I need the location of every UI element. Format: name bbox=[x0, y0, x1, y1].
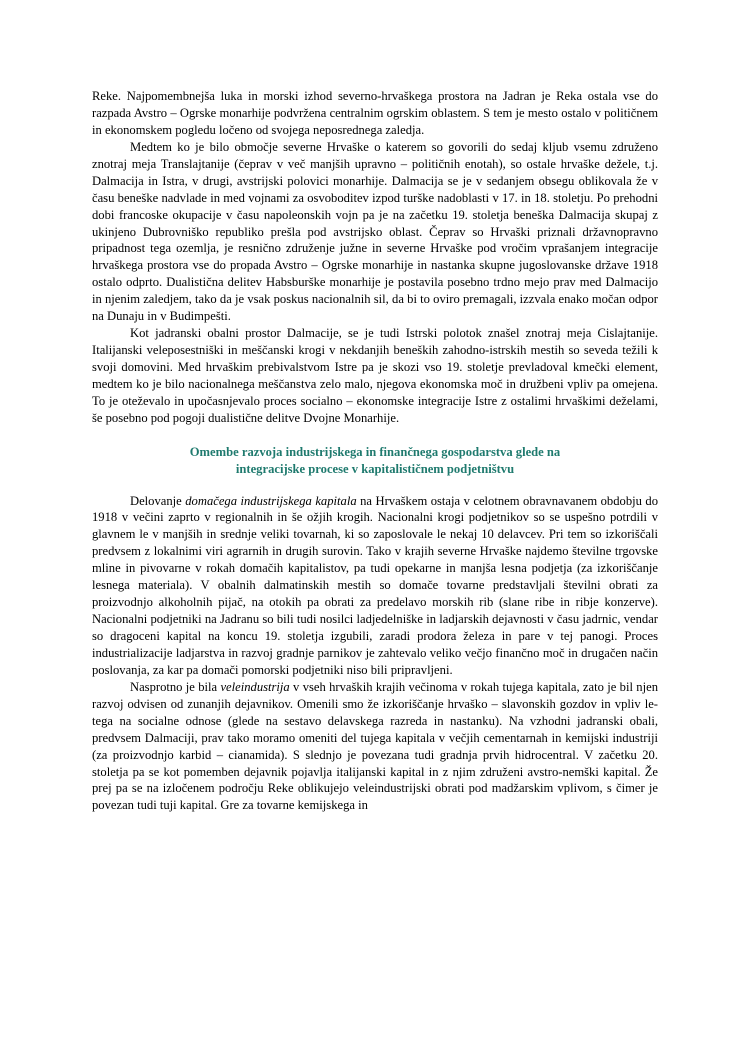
paragraph-5 bbox=[92, 679, 658, 815]
section-heading-line-1: Omembe razvoja industrijskega in finančnega gospodarstva glede na bbox=[189, 444, 561, 459]
paragraph-2: Medtem ko je bilo območje severne Hrvaške o katerem so govorili do sedaj kljub vsemu združeno znotraj meja Translajtanije (čeprav v več manjših upravno – političnih enotah), so ostale hrvaške dežele, t.j. Dalmacija in Istra, v drugi, avstrijski polovici monarhije. Dalmacija se je v sedanjem obsegu oblikovala že v času beneške nadvlade in med vojnami za osvoboditev izpod turške nadoblasti v 17. in 18. stoletju. Po prehodni dobi francoske okupacije v času napoleonskih vojn pa je na začetku 19. stoletja beneška Dalmacija skupaj z ukinjeno Dubrovniško republiko prešla pod avstrijsko oblast. Čeprav so Hrvaški priznali državnopravno pripadnost tega ozemlja, je resnično združenje južne in severne Hrvaške pod vročim vprašanjem integracije hrvaškega prostora vse do propada Avstro – Ogrske monarhije in nastanka skupne jugoslovanske države 1918 ostalo odprto. Dualistična delitev Habsburške monarhije je postavila posebno trdno mejo prav med Dalmacijo in njenim zaledjem, tako da je vsak poskus nacionalnih sil, da bi to oviro premagali, izzvala enako močan odpor na Dunaju in v Budimpešti. bbox=[92, 139, 658, 324]
paragraph-1: Reke. Najpomembnejša luka in morski izhod severno-hrvaškega prostora na Jadran je Reka ostala vse do razpada Avstro – Ogrske monarhije podvržena centralnim ogrskim oblastem. S tem je mesto ostalo v političnem in ekonomskem pogledu ločeno od svojega neposrednega zaledja. bbox=[92, 89, 658, 137]
paragraph-4-text-1: Delovanje bbox=[130, 493, 186, 508]
paragraph-4 bbox=[92, 493, 658, 679]
paragraph-3: Kot jadranski obalni prostor Dalmacije, se je tudi Istrski polotok znašel znotraj meja Cislajtanije. Italijanski veleposestniški in meščanski krogi v nekdanjih beneških zahodno-istrskih mestih so seveda težili k svoji domovini. Med hrvaškim prebivalstvom Istre pa je skozi vso 19. stoletje prevladoval kmečki element, medtem ko je bilo nacionalnega meščanstva zelo malo, njegova ekonomska moč in družbeni vpliv pa omejena. To je oteževalo in upočasnjevalo proces socialno – ekonomske integracije Istre z ostalimi hrvaškimi deželami, še posebno pod pogoji dualistične delitve Dvojne Monarhije. bbox=[92, 326, 658, 425]
section-heading bbox=[92, 444, 658, 479]
document-body bbox=[92, 88, 658, 814]
paragraph-5-text-1: Nasprotno je bila bbox=[130, 679, 221, 694]
paragraph-4-emphasis: domačega industrijskega kapitala bbox=[185, 493, 357, 508]
paragraph-4-text-2: na Hrvaškem ostaja v celotnem obravnavanem obdobju do 1918 v večini zaprto v regionalnih in še ožjih krogih. Nacionalni krogi podjetnikov so se uspešno potrdili v glavnem le v manjših in srednje veliki tovarnah, ki so zaposlovale le nekaj 10 delavcev. Pri tem so izkoriščali predvsem z lokalnimi viri agrarnih in drugih surovin. Tako v krajih severne Hrvaške najdemo številne trgovske mline in pivovarne v rokah domačih kapitalistov, pa tudi opekarne in manjša lesna podjetja (za izkoriščanje lesnega materiala). V obalnih dalmatinskih mestih so domače tovarne predstavljali številni obrati za proizvodnjo alkoholnih pijač, na otokih pa obrati za predelavo morskih rib (slane ribe in ribje konzerve). Nacionalni podjetniki na Jadranu so bili tudi nosilci ladjedelniške in ladjarskih dejavnosti v času jadrnic, vendar so dragoceni kapital na koncu 19. stoletja izgubili, zaradi prodora železa in pare v tej panogi. Proces industrializacije ladjarstva in razvoj gradnje parnikov je zahtevalo veliko večjo finančno moč in drugačen način poslovanja, za kar pa domači pomorski podjetniki niso bili pripravljeni. bbox=[92, 493, 658, 677]
paragraph-5-text-2: v vseh hrvaških krajih večinoma v rokah tujega kapitala, zato je bil njen razvoj odvisen od zunanjih dejavnikov. Omenili smo že izkoriščanje hrvaško – slavonskih gozdov in vpliv le-tega na socialne odnose (glede na sestavo delavskega razreda in nastanku). Na vzhodni jadranski obali, predvsem Dalmaciji, prav tako moramo omeniti del tujega kapitala v večjih cementarnah in kemijski industriji (za proizvodnjo karbid – cianamida). S slednjo je povezana tudi gradnja prvih hidrocentral. V začetku 20. stoletja pa se kot pomemben dejavnik pojavlja italijanski kapital in z njim združeni avstro-nemški kapital. Že prej pa se na izločenem področju Reke oblikujejo veleindustrijski obrati pod madžarskim vplivom, s čimer je povezan tudi tuji kapital. Gre za tovarne kemijskega in bbox=[92, 679, 658, 813]
section-heading-line-2: integracijske procese v kapitalističnem podjetništvu bbox=[235, 462, 515, 477]
paragraph-5-emphasis: veleindustrija bbox=[220, 679, 290, 694]
